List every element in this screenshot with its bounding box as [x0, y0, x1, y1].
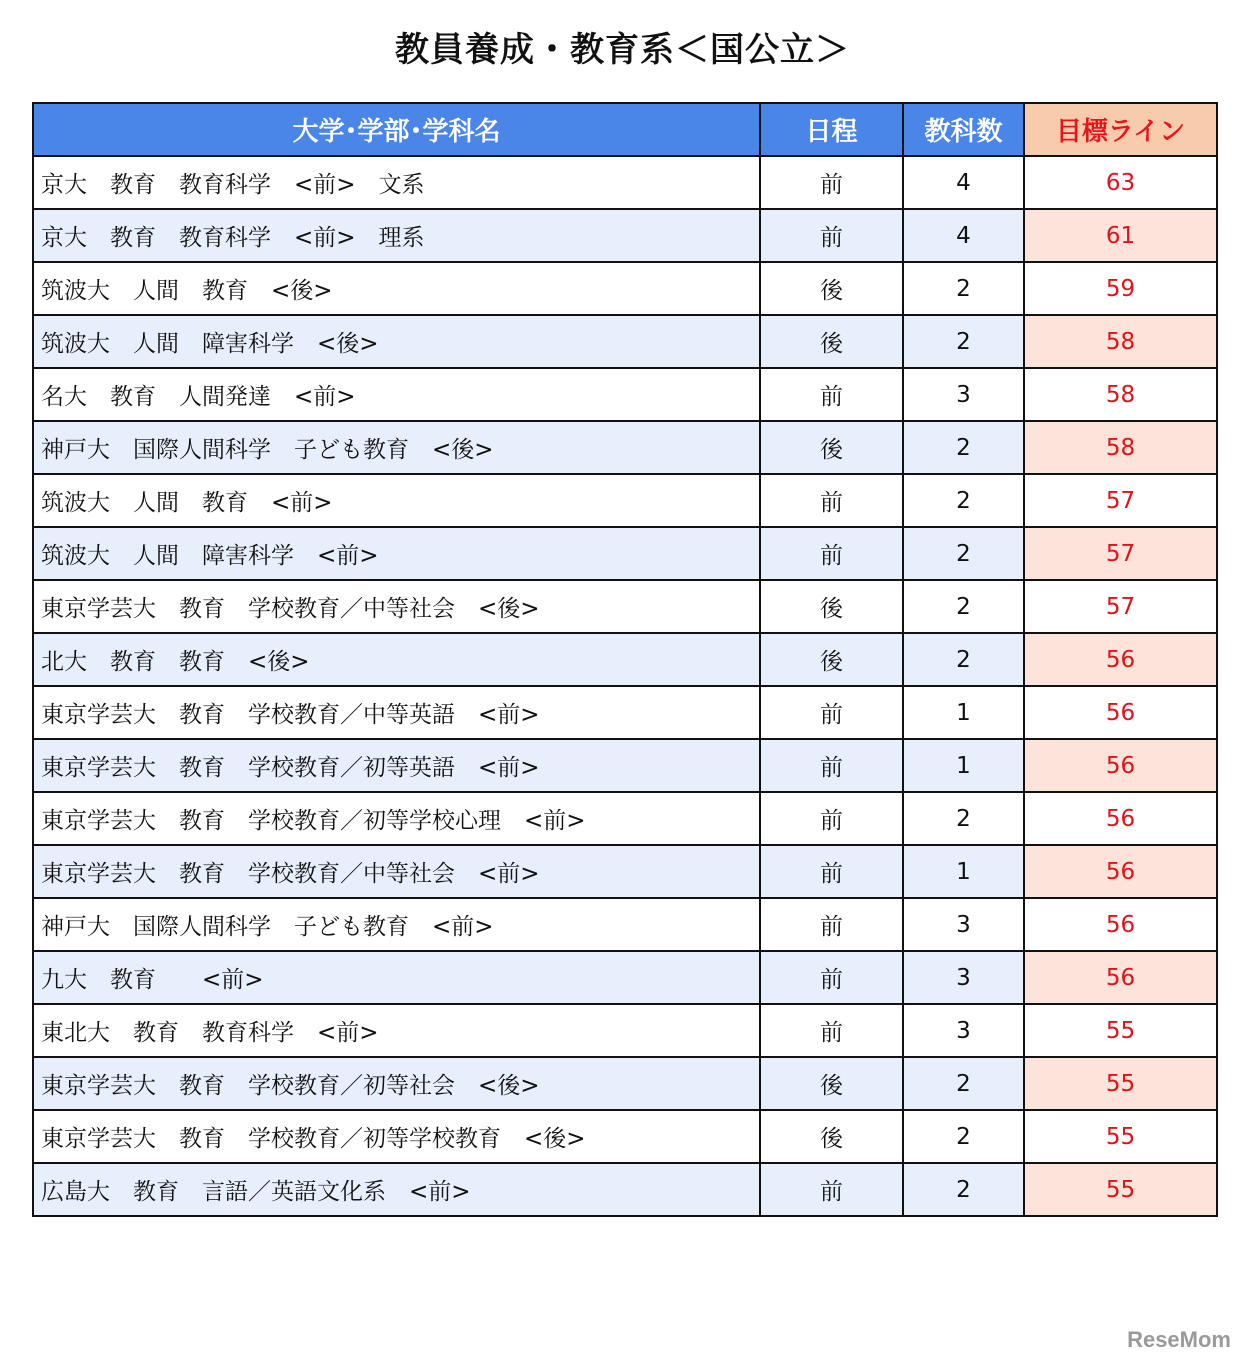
- header-name: 大学･学部･学科名: [33, 103, 760, 156]
- cell-schedule: 前: [760, 1163, 903, 1216]
- cell-target: 61: [1024, 209, 1217, 262]
- cell-name: 東京学芸大 教育 学校教育／中等英語 <前>: [33, 686, 760, 739]
- table-row: [33, 527, 1217, 580]
- table-row: [33, 739, 1217, 792]
- cell-subjects: 1: [903, 686, 1024, 739]
- cell-name: 京大 教育 教育科学 <前> 理系: [33, 209, 760, 262]
- cell-target: 63: [1024, 156, 1217, 209]
- cell-name: 北大 教育 教育 <後>: [33, 633, 760, 686]
- header-subjects: 教科数: [903, 103, 1024, 156]
- cell-name: 広島大 教育 言語／英語文化系 <前>: [33, 1163, 760, 1216]
- cell-schedule: 前: [760, 686, 903, 739]
- cell-schedule: 前: [760, 1004, 903, 1057]
- table-row: [33, 633, 1217, 686]
- cell-schedule: 前: [760, 368, 903, 421]
- cell-schedule: 後: [760, 1057, 903, 1110]
- table-header-row: [33, 103, 1217, 156]
- cell-subjects: 2: [903, 421, 1024, 474]
- cell-name: 筑波大 人間 障害科学 <前>: [33, 527, 760, 580]
- cell-name: 筑波大 人間 障害科学 <後>: [33, 315, 760, 368]
- cell-name: 筑波大 人間 教育 <前>: [33, 474, 760, 527]
- cell-schedule: 前: [760, 209, 903, 262]
- cell-schedule: 前: [760, 474, 903, 527]
- cell-subjects: 2: [903, 1057, 1024, 1110]
- cell-name: 東京学芸大 教育 学校教育／初等学校心理 <前>: [33, 792, 760, 845]
- header-schedule: 日程: [760, 103, 903, 156]
- cell-name: 京大 教育 教育科学 <前> 文系: [33, 156, 760, 209]
- header-target: 目標ライン: [1024, 103, 1217, 156]
- cell-target: 56: [1024, 792, 1217, 845]
- cell-schedule: 後: [760, 633, 903, 686]
- cell-subjects: 2: [903, 474, 1024, 527]
- table-row: [33, 421, 1217, 474]
- cell-target: 57: [1024, 527, 1217, 580]
- page-title: 教員養成・教育系＜国公立＞: [395, 30, 850, 70]
- cell-name: 東京学芸大 教育 学校教育／初等学校教育 <後>: [33, 1110, 760, 1163]
- cell-target: 56: [1024, 898, 1217, 951]
- table-row: [33, 845, 1217, 898]
- table-row: [33, 474, 1217, 527]
- table-row: [33, 1004, 1217, 1057]
- cell-name: 東京学芸大 教育 学校教育／中等社会 <後>: [33, 580, 760, 633]
- cell-subjects: 2: [903, 262, 1024, 315]
- cell-subjects: 3: [903, 1004, 1024, 1057]
- cell-target: 55: [1024, 1110, 1217, 1163]
- cell-schedule: 前: [760, 156, 903, 209]
- cell-target: 59: [1024, 262, 1217, 315]
- cell-target: 57: [1024, 474, 1217, 527]
- table-row: [33, 368, 1217, 421]
- cell-schedule: 前: [760, 845, 903, 898]
- cell-schedule: 前: [760, 951, 903, 1004]
- cell-target: 55: [1024, 1057, 1217, 1110]
- cell-target: 57: [1024, 580, 1217, 633]
- cell-name: 九大 教育 <前>: [33, 951, 760, 1004]
- table-row: [33, 686, 1217, 739]
- table-row: [33, 262, 1217, 315]
- cell-name: 東北大 教育 教育科学 <前>: [33, 1004, 760, 1057]
- cell-subjects: 2: [903, 792, 1024, 845]
- table-row: [33, 792, 1217, 845]
- table-row: [33, 209, 1217, 262]
- cell-subjects: 3: [903, 898, 1024, 951]
- table-row: [33, 1057, 1217, 1110]
- cell-target: 55: [1024, 1004, 1217, 1057]
- table-row: [33, 898, 1217, 951]
- cell-target: 56: [1024, 686, 1217, 739]
- cell-target: 56: [1024, 951, 1217, 1004]
- cell-schedule: 前: [760, 739, 903, 792]
- cell-name: 名大 教育 人間発達 <前>: [33, 368, 760, 421]
- cell-subjects: 2: [903, 580, 1024, 633]
- ranking-table: [32, 102, 1218, 1217]
- cell-schedule: 後: [760, 262, 903, 315]
- table-row: [33, 156, 1217, 209]
- cell-target: 58: [1024, 421, 1217, 474]
- cell-schedule: 前: [760, 527, 903, 580]
- cell-name: 東京学芸大 教育 学校教育／初等英語 <前>: [33, 739, 760, 792]
- cell-subjects: 2: [903, 633, 1024, 686]
- cell-target: 56: [1024, 633, 1217, 686]
- cell-schedule: 前: [760, 792, 903, 845]
- cell-target: 58: [1024, 315, 1217, 368]
- table-row: [33, 1163, 1217, 1216]
- cell-subjects: 2: [903, 1110, 1024, 1163]
- cell-schedule: 後: [760, 315, 903, 368]
- cell-subjects: 3: [903, 951, 1024, 1004]
- cell-target: 56: [1024, 739, 1217, 792]
- table-row: [33, 1110, 1217, 1163]
- cell-target: 55: [1024, 1163, 1217, 1216]
- cell-name: 筑波大 人間 教育 <後>: [33, 262, 760, 315]
- table-row: [33, 951, 1217, 1004]
- cell-subjects: 4: [903, 156, 1024, 209]
- cell-schedule: 前: [760, 898, 903, 951]
- cell-subjects: 2: [903, 1163, 1024, 1216]
- cell-name: 神戸大 国際人間科学 子ども教育 <後>: [33, 421, 760, 474]
- cell-subjects: 1: [903, 845, 1024, 898]
- cell-name: 東京学芸大 教育 学校教育／初等社会 <後>: [33, 1057, 760, 1110]
- cell-subjects: 2: [903, 315, 1024, 368]
- cell-subjects: 2: [903, 527, 1024, 580]
- cell-subjects: 3: [903, 368, 1024, 421]
- table-row: [33, 580, 1217, 633]
- cell-schedule: 後: [760, 421, 903, 474]
- cell-subjects: 1: [903, 739, 1024, 792]
- cell-name: 神戸大 国際人間科学 子ども教育 <前>: [33, 898, 760, 951]
- cell-schedule: 後: [760, 1110, 903, 1163]
- table-row: [33, 315, 1217, 368]
- cell-name: 東京学芸大 教育 学校教育／中等社会 <前>: [33, 845, 760, 898]
- cell-target: 56: [1024, 845, 1217, 898]
- cell-schedule: 後: [760, 580, 903, 633]
- resemom-logo: ReseMom: [1127, 1327, 1231, 1352]
- cell-target: 58: [1024, 368, 1217, 421]
- cell-subjects: 4: [903, 209, 1024, 262]
